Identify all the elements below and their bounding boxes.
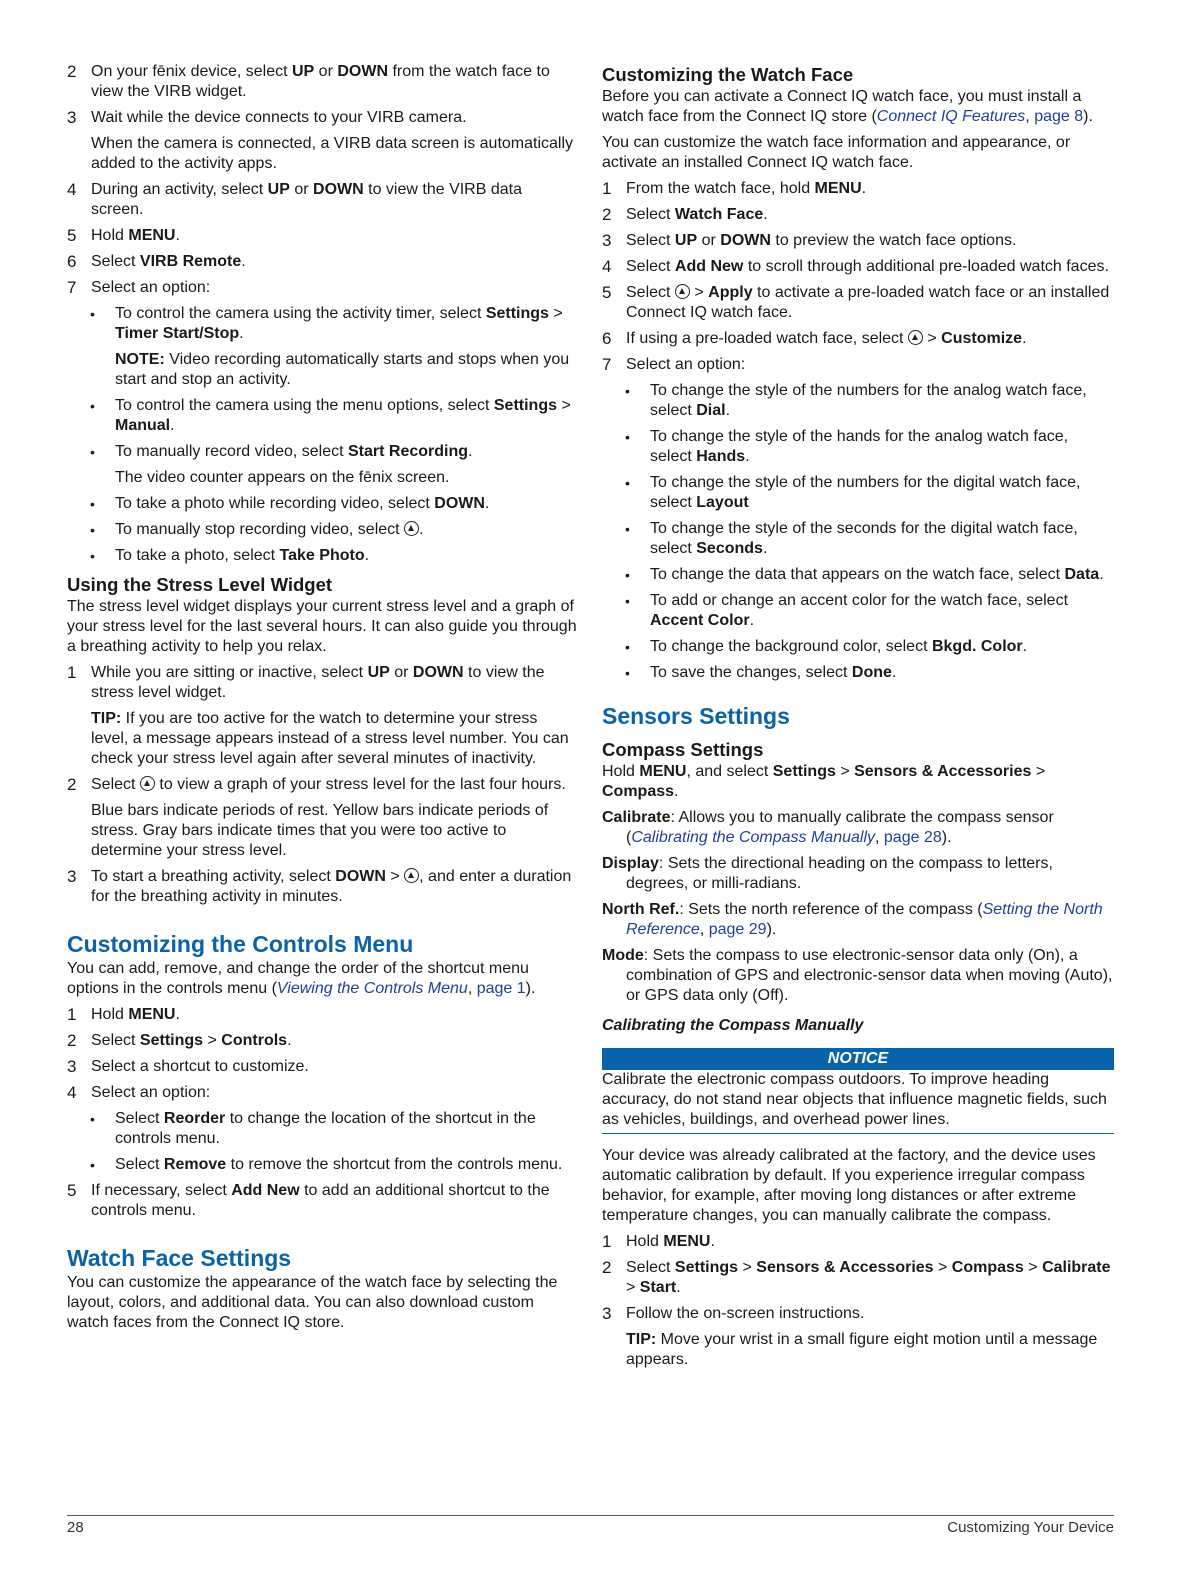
text: Hold	[626, 1233, 664, 1250]
step	[602, 283, 1114, 323]
up-key-icon	[404, 868, 419, 883]
text: or	[389, 664, 413, 681]
step	[602, 1232, 1114, 1252]
key-label: UP	[267, 181, 290, 198]
key-label: UP	[291, 63, 315, 80]
definition-item	[602, 854, 1114, 894]
text: Select a shortcut to customize.	[91, 1058, 309, 1075]
text: >	[203, 1032, 222, 1049]
step-number: 7	[67, 278, 77, 297]
menu-label: Watch Face	[674, 206, 764, 223]
text: or	[697, 232, 721, 249]
menu-label: Start	[639, 1279, 677, 1296]
menu-label: Controls	[221, 1032, 288, 1049]
step-number: 2	[67, 1031, 77, 1050]
text: ,	[467, 980, 477, 997]
page-link[interactable]: page 1	[476, 980, 526, 997]
definition-term: North Ref.	[602, 901, 680, 918]
key-label: MENU	[128, 227, 176, 244]
bullet-item	[67, 1155, 577, 1175]
text: : Allows you to manually calibrate the compass sensor (	[626, 809, 1054, 846]
step-number: 2	[602, 1258, 612, 1277]
step	[67, 226, 577, 246]
text: .	[891, 664, 897, 681]
menu-label: VIRB Remote	[139, 253, 242, 270]
menu-label: Take Photo	[279, 547, 365, 564]
text: .	[1099, 566, 1104, 583]
text: If necessary, select	[91, 1182, 232, 1199]
menu-label: Settings	[772, 763, 836, 780]
text: If you are too active for the watch to determine your stress level, a message appears instead of a stress level number. You can check your stress level again after several minutes of inactivity.	[91, 710, 569, 767]
key-label: MENU	[814, 180, 862, 197]
paragraph	[67, 959, 577, 999]
text: You can add, remove, and change the order of the shortcut menu options in the controls menu (	[67, 960, 529, 997]
bullet-item	[67, 494, 577, 514]
text: .	[484, 495, 490, 512]
menu-label: Data	[1064, 566, 1100, 583]
step	[602, 179, 1114, 199]
text: to remove the shortcut from the controls menu.	[226, 1156, 563, 1173]
step	[67, 1083, 577, 1103]
text: Hold	[602, 763, 640, 780]
menu-label: Timer Start/Stop	[115, 325, 240, 342]
text: Select	[626, 1259, 675, 1276]
text: to activate a pre-loaded watch face or an installed Connect IQ watch face.	[626, 284, 1110, 321]
step	[67, 1057, 577, 1077]
text: .	[364, 547, 370, 564]
text: >	[626, 1279, 640, 1296]
text: To add or change an accent color for the watch face, select	[650, 592, 1069, 609]
text: To start a breathing activity, select	[91, 868, 336, 885]
text: Wait while the device connects to your VIRB camera.	[91, 109, 467, 126]
text: To take a photo while recording video, select	[115, 495, 435, 512]
menu-label: Hands	[696, 448, 746, 465]
text: .	[725, 402, 731, 419]
step-number: 3	[67, 108, 77, 127]
step-number: 2	[602, 205, 612, 224]
menu-label: Add New	[674, 258, 744, 275]
text: .	[1022, 638, 1028, 655]
text: Select	[626, 232, 675, 249]
step	[67, 252, 577, 272]
text: .	[763, 206, 768, 223]
text: Select	[115, 1110, 164, 1127]
step	[602, 1258, 1114, 1298]
notice-text: Calibrate the electronic compass outdoors. To improve heading accuracy, do not stand near objects that influence magnetic fields, such as vehicles, buildings, and overhead power lines.	[602, 1070, 1114, 1134]
text: To take a photo, select	[115, 547, 280, 564]
text: .	[674, 783, 679, 800]
footer-section-title: Customizing Your Device	[947, 1519, 1114, 1536]
text: To change the data that appears on the watch face, select	[650, 566, 1065, 583]
text: To control the camera using the activity timer, select	[115, 305, 486, 322]
paragraph: The stress level widget displays your current stress level and a graph of your stress level for the last several hours. It can also guide you through a breathing activity to help you relax.	[67, 598, 577, 655]
cross-reference-link[interactable]: Calibrating the Compass Manually	[631, 829, 875, 846]
step-number: 2	[67, 775, 77, 794]
tip	[67, 709, 577, 769]
text: >	[1023, 1259, 1043, 1276]
text: .	[710, 1233, 715, 1250]
bullet-item	[602, 381, 1114, 421]
menu-label: Start Recording	[348, 443, 469, 460]
text: >	[835, 763, 855, 780]
key-label: UP	[367, 664, 390, 681]
step-number: 7	[602, 355, 612, 374]
cross-reference-link[interactable]: Connect IQ Features	[876, 108, 1026, 125]
key-label: MENU	[639, 763, 687, 780]
bullet-item	[602, 565, 1114, 585]
tip-label: TIP:	[91, 710, 122, 727]
section-heading: Sensors Settings	[602, 703, 790, 729]
text: To change the style of the numbers for the digital watch face, select	[650, 474, 1081, 511]
definition-item	[602, 946, 1114, 1006]
definition-item	[602, 900, 1114, 940]
menu-label: Settings	[493, 397, 557, 414]
step	[67, 775, 577, 795]
text: >	[548, 305, 563, 322]
text: To change the background color, select	[650, 638, 932, 655]
up-key-icon	[404, 521, 419, 536]
bullet-item	[602, 427, 1114, 467]
text: Select	[115, 1156, 164, 1173]
section-subheading: Customizing the Watch Face	[602, 64, 854, 85]
menu-label: Calibrate	[1042, 1259, 1111, 1276]
step	[602, 1304, 1114, 1324]
text: .	[468, 443, 473, 460]
menu-label: Done	[851, 664, 892, 681]
text: On your fēnix device, select	[91, 63, 292, 80]
key-label: MENU	[128, 1006, 176, 1023]
text: To manually record video, select	[115, 443, 348, 460]
text: Select an option:	[91, 1084, 211, 1101]
step	[602, 257, 1114, 277]
bullet-item	[67, 1109, 577, 1149]
text: .	[762, 540, 768, 557]
step-number: 4	[67, 180, 77, 199]
text: ).	[525, 980, 536, 997]
text: Video recording automatically starts and stops when you start and stop an activity.	[115, 351, 570, 388]
text: To manually stop recording video, select	[115, 521, 405, 538]
step	[602, 355, 1114, 375]
text: Move your wrist in a small figure eight motion until a message appears.	[626, 1331, 1098, 1368]
key-label: MENU	[663, 1233, 711, 1250]
step	[67, 108, 577, 128]
menu-label: Bkgd. Color	[931, 638, 1023, 655]
paragraph: Your device was already calibrated at the factory, and the device uses automatic calibration by default. If you experience irregular compass behavior, for example, after moving long distances or after extreme temperature changes, you can manually calibrate the compass.	[602, 1147, 1096, 1224]
text: .	[170, 417, 175, 434]
text: To change the style of the seconds for the digital watch face, select	[650, 520, 1078, 557]
text: Select	[626, 284, 675, 301]
text: ).	[1083, 108, 1093, 125]
text: : Sets the north reference of the compass (	[679, 901, 983, 918]
step-number: 2	[67, 62, 77, 81]
menu-label: Sensors & Accessories	[854, 763, 1032, 780]
bullet-item	[602, 637, 1114, 657]
menu-label: Reorder	[163, 1110, 226, 1127]
text: .	[419, 521, 424, 538]
menu-label: Settings	[674, 1259, 739, 1276]
bullet-note: The video counter appears on the fēnix screen.	[115, 469, 450, 486]
menu-label: Accent Color	[650, 612, 750, 629]
text: to view a graph of your stress level for the last four hours.	[154, 776, 566, 793]
step	[67, 1031, 577, 1051]
text: : Sets the directional heading on the compass to letters, degrees, or milli-radians.	[626, 855, 1053, 892]
step-number: 1	[67, 1005, 77, 1024]
text: Select an option:	[91, 279, 211, 296]
text: .	[287, 1032, 292, 1049]
text: from the watch face to view the VIRB widget.	[91, 63, 550, 100]
text: >	[689, 284, 709, 301]
text: ,	[699, 921, 709, 938]
page-link[interactable]: page 29	[708, 921, 767, 938]
menu-label: Compass	[602, 783, 675, 800]
text: ,	[1025, 108, 1035, 125]
step-number: 5	[67, 1181, 77, 1200]
bullet-item	[67, 442, 577, 462]
step	[67, 1005, 577, 1025]
key-label: DOWN	[434, 495, 485, 512]
text: .	[745, 448, 750, 465]
definition-term: Mode	[602, 947, 644, 964]
text: ,	[875, 829, 884, 846]
text: To change the style of the hands for the analog watch face, select	[650, 428, 1069, 465]
text: If using a pre-loaded watch face, select	[626, 330, 908, 347]
text: to view the stress level widget.	[91, 664, 545, 701]
text: Select	[91, 776, 140, 793]
step-number: 4	[67, 1083, 77, 1102]
step-number: 3	[67, 867, 77, 886]
menu-label: Sensors & Accessories	[756, 1259, 934, 1276]
step-number: 3	[602, 1304, 612, 1323]
tip-label: TIP:	[626, 1331, 657, 1348]
text: To control the camera using the menu options, select	[115, 397, 494, 414]
page-number: 28	[67, 1519, 84, 1536]
text: Select an option:	[626, 356, 746, 373]
text: >	[922, 330, 942, 347]
step-number: 4	[602, 257, 612, 276]
text: >	[933, 1259, 952, 1276]
text: .	[749, 612, 755, 629]
key-label: DOWN	[412, 664, 464, 681]
text: .	[676, 1279, 681, 1296]
text: .	[1022, 330, 1027, 347]
key-label: DOWN	[313, 181, 364, 198]
key-label: UP	[674, 232, 698, 249]
text: to scroll through additional pre-loaded watch faces.	[743, 258, 1109, 275]
step	[602, 205, 1114, 225]
step	[67, 180, 577, 220]
step	[67, 663, 577, 703]
text: >	[738, 1259, 757, 1276]
step	[602, 329, 1114, 349]
menu-label: Seconds	[696, 540, 763, 557]
section-heading: Watch Face Settings	[67, 1245, 292, 1271]
text: .	[239, 325, 244, 342]
text: From the watch face, hold	[626, 180, 815, 197]
key-label: DOWN	[720, 232, 771, 249]
menu-label: Dial	[696, 402, 726, 419]
text: : Sets the compass to use electronic-sensor data only (On), a combination of GPS and electronic-sensor data when moving (Auto), or GPS data only (Off).	[626, 947, 1113, 1004]
right-column	[602, 62, 1114, 1376]
text: Select	[91, 253, 140, 270]
step-number: 3	[67, 1057, 77, 1076]
menu-label: Layout	[696, 494, 749, 511]
text: Before you can activate a Connect IQ watch face, you must install a watch face from the Connect IQ store (	[602, 88, 1082, 125]
step	[67, 278, 577, 298]
key-label: DOWN	[337, 63, 388, 80]
text: or	[314, 63, 338, 80]
text: Hold	[91, 1006, 129, 1023]
up-key-icon	[675, 284, 690, 299]
text: To change the style of the numbers for the analog watch face, select	[650, 382, 1087, 419]
bullet-item	[602, 519, 1114, 559]
text: While you are sitting or inactive, select	[91, 664, 368, 681]
step	[67, 62, 577, 102]
text: , and select	[686, 763, 773, 780]
page-link[interactable]: page 8	[1034, 108, 1084, 125]
step-number: 6	[67, 252, 77, 271]
notice-banner: NOTICE	[602, 1048, 1114, 1070]
step-note: Blue bars indicate periods of rest. Yellow bars indicate periods of stress. Gray bars indicate times that you were too active to determine your stress level.	[91, 802, 549, 859]
text: to change the location of the shortcut in the controls menu.	[115, 1110, 536, 1147]
paragraph	[602, 87, 1114, 127]
step-number: 6	[602, 329, 612, 348]
paragraph: You can customize the appearance of the watch face by selecting the layout, colors, and additional data. You can also download custom watch faces from the Connect IQ store.	[67, 1274, 558, 1331]
menu-label: Manual	[115, 417, 171, 434]
text: During an activity, select	[91, 181, 268, 198]
menu-label: Apply	[708, 284, 753, 301]
bullet-item	[602, 663, 1114, 683]
page-link[interactable]: page 28	[883, 829, 942, 846]
note	[67, 350, 577, 390]
bullet-item	[67, 304, 577, 344]
tip	[602, 1330, 1114, 1370]
text: ).	[766, 921, 777, 938]
text: Hold	[91, 227, 129, 244]
bullet-item	[602, 473, 1114, 513]
menu-label: Customize	[941, 330, 1023, 347]
step	[67, 867, 577, 907]
text: .	[241, 253, 246, 270]
definition-item	[602, 808, 1114, 848]
bullet-item	[67, 396, 577, 436]
definition-term: Display	[602, 855, 659, 872]
left-column	[67, 62, 577, 1339]
up-key-icon	[908, 330, 923, 345]
text: to preview the watch face options.	[770, 232, 1017, 249]
menu-label: Compass	[951, 1259, 1024, 1276]
bullet-item	[602, 591, 1114, 631]
paragraph	[602, 762, 1114, 802]
up-key-icon	[140, 776, 155, 791]
menu-label: Settings	[139, 1032, 204, 1049]
text: to view the VIRB data screen.	[91, 181, 522, 218]
bullet-item	[67, 520, 577, 540]
step-number: 1	[67, 663, 77, 682]
text: Follow the on-screen instructions.	[626, 1305, 865, 1322]
menu-label: Settings	[485, 305, 549, 322]
text: .	[175, 1006, 180, 1023]
text: >	[557, 397, 571, 414]
step-number: 1	[602, 1232, 612, 1251]
footer-divider	[67, 1515, 1114, 1516]
menu-label: Remove	[163, 1156, 227, 1173]
cross-reference-link[interactable]: Viewing the Controls Menu	[276, 980, 468, 997]
cross-reference-link[interactable]: Setting the North Reference	[626, 901, 1103, 938]
paragraph: You can customize the watch face information and appearance, or activate an installed Connect IQ watch face.	[602, 134, 1071, 171]
section-subheading: Compass Settings	[602, 739, 764, 760]
section-subheading: Using the Stress Level Widget	[67, 574, 333, 595]
step-number: 5	[67, 226, 77, 245]
step-number: 1	[602, 179, 612, 198]
text: Select	[91, 1032, 140, 1049]
definition-term: Calibrate	[602, 809, 671, 826]
text: >	[385, 868, 405, 885]
text: .	[175, 227, 180, 244]
text: or	[289, 181, 314, 198]
step-note: When the camera is connected, a VIRB data screen is automatically added to the activity apps.	[91, 135, 574, 172]
text: Select	[626, 258, 675, 275]
text: >	[1031, 763, 1046, 780]
sub-subheading: Calibrating the Compass Manually	[602, 1017, 864, 1034]
menu-label: Add New	[231, 1182, 300, 1199]
text: ).	[941, 829, 952, 846]
note-label: NOTE:	[115, 351, 165, 368]
text: .	[861, 180, 867, 197]
key-label: DOWN	[335, 868, 386, 885]
bullet-item	[67, 546, 577, 566]
step	[67, 1181, 577, 1221]
text: To save the changes, select	[650, 664, 852, 681]
step-number: 5	[602, 283, 612, 302]
text: Select	[626, 206, 675, 223]
step	[602, 231, 1114, 251]
step-number: 3	[602, 231, 612, 250]
text: to add an additional shortcut to the controls menu.	[91, 1182, 550, 1219]
text: , and enter a duration for the breathing activity in minutes.	[91, 868, 572, 905]
section-heading: Customizing the Controls Menu	[67, 931, 414, 957]
